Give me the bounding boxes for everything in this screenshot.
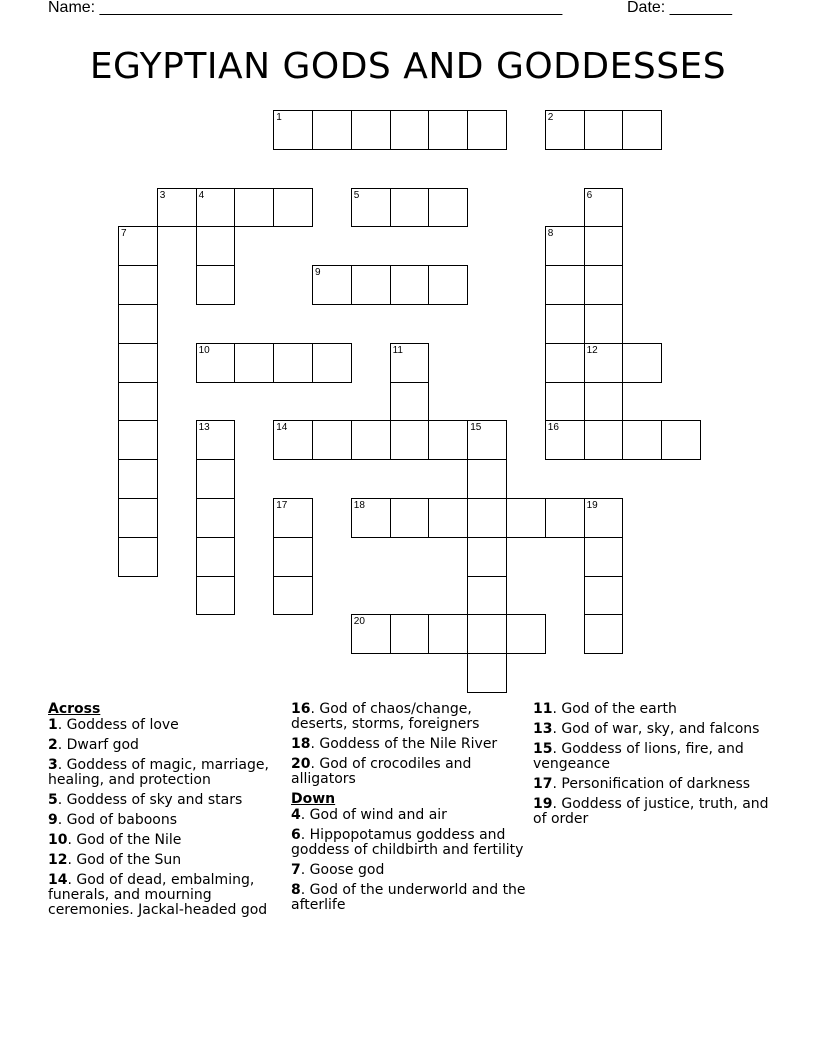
clue-text: Dwarf god [66,737,139,753]
grid-cell[interactable] [196,459,236,499]
clue-number-label: 2 [48,737,58,753]
clue-number: 18 [353,500,365,511]
grid-cell[interactable] [273,576,313,616]
down-clue-17: 17. Personification of darkness [533,776,751,792]
grid-cell[interactable] [196,498,236,538]
grid-cell[interactable] [584,420,624,460]
clue-number: 6 [586,189,593,201]
clue-number-label: 18 [291,736,311,752]
clue-text: God of crocodiles and alligators [291,756,472,787]
grid-cell[interactable] [584,537,624,577]
down-clue-15: 15. Goddess of lions, fire, and vengeance [533,741,744,772]
clue-number: 5 [353,189,360,201]
page-title: EGYPTIAN GODS AND GODDESSES [89,46,727,87]
across-clue-12: 12. God of the Sun [48,852,182,868]
clue-text: God of war, sky, and falcons [561,721,760,737]
grid-cell[interactable] [545,498,585,538]
across-clue-18: 18. Goddess of the Nile River [291,736,498,752]
clue-number-label: 12 [48,852,68,868]
grid-cell[interactable] [390,420,430,460]
clue-text: Personification of darkness [561,776,751,792]
clue-number: 4 [198,189,205,201]
grid-cell[interactable] [545,343,585,383]
grid-cell[interactable] [390,614,430,654]
grid-cell[interactable] [428,420,468,460]
clue-text: Goddess of sky and stars [66,792,243,808]
grid-cell[interactable] [467,614,507,654]
name-field[interactable]: Name: ____________________________________________________ [48,0,563,16]
clue-number: 14 [276,422,288,434]
grid-cell[interactable] [196,537,236,577]
clue-number-label: 17 [533,776,553,792]
clue-text: Goddess of the Nile River [319,736,498,752]
grid-cell[interactable] [390,188,430,228]
clue-text: Goose god [309,862,385,878]
clue-text: God of the underworld and the afterlife [291,882,526,913]
across-heading: Across [48,701,101,717]
grid-cell[interactable] [467,498,507,538]
grid-cell[interactable] [118,420,158,460]
clue-text: God of wind and air [309,807,447,823]
clue-number-label: 14 [48,872,68,888]
clue-number: 10 [198,344,210,356]
grid-cell[interactable] [196,188,236,228]
down-clue-7: 7. Goose god [291,862,385,878]
across-clue-20: 20. God of crocodiles and alligators [291,756,472,787]
across-clue-5: 5. Goddess of sky and stars [48,792,243,808]
clue-number-label: 13 [533,721,553,737]
grid-cell[interactable] [196,576,236,616]
clue-number: 12 [586,344,598,356]
grid-cell[interactable] [467,653,507,693]
grid-cell[interactable] [622,343,662,383]
grid-cell[interactable] [467,420,507,460]
clue-number-label: 8 [291,882,301,898]
grid-cell[interactable] [118,498,158,538]
clue-text: Goddess of lions, fire, and vengeance [533,741,744,772]
grid-cell[interactable] [584,304,624,344]
grid-cell[interactable] [584,226,624,266]
down-heading: Down [291,791,336,807]
grid-cell[interactable] [196,265,236,305]
clue-text: Goddess of justice, truth, and of order [533,796,769,827]
grid-cell[interactable] [118,226,158,266]
grid-cell[interactable] [584,188,624,228]
grid-cell[interactable] [506,498,546,538]
grid-cell[interactable] [196,420,236,460]
grid-cell[interactable] [234,343,274,383]
grid-cell[interactable] [351,498,391,538]
down-clue-8: 8. God of the underworld and the afterlife [291,882,526,913]
clue-number: 9 [315,267,321,279]
clue-number-label: 7 [291,862,301,878]
grid-cell[interactable] [545,304,585,344]
grid-cell[interactable] [428,614,468,654]
grid-cell[interactable] [467,576,507,616]
grid-cell[interactable] [351,420,391,460]
grid-cell[interactable] [118,382,158,422]
clue-text: God of the Nile [76,832,182,848]
clue-text: God of the Sun [76,852,182,868]
across-clue-3: 3. Goddess of magic, marriage, healing, and protection [48,757,269,788]
clues-column-1 [48,702,284,923]
grid-cell[interactable] [118,265,158,305]
grid-cell[interactable] [390,343,430,383]
down-clue-11: 11. God of the earth [533,701,677,717]
grid-cell[interactable] [312,110,352,150]
across-clue-16: 16. God of chaos/change, deserts, storms, foreigners [291,701,480,732]
grid-cell[interactable] [273,537,313,577]
clue-number: 20 [353,616,365,628]
grid-cell[interactable] [157,188,197,228]
grid-cell[interactable] [118,343,158,383]
clue-number-label: 20 [291,756,311,772]
grid-cell[interactable] [428,265,468,305]
grid-cell[interactable] [234,188,274,228]
clue-number: 7 [121,228,127,240]
grid-cell[interactable] [467,110,507,150]
grid-cell[interactable] [312,420,352,460]
clue-number-label: 15 [533,741,553,757]
grid-cell[interactable] [428,188,468,228]
clue-number: 13 [198,422,210,434]
across-clue-10: 10. God of the Nile [48,832,182,848]
grid-cell[interactable] [118,537,158,577]
clue-text: Goddess of love [66,717,179,733]
clue-number-label: 9 [48,812,58,828]
grid-cell[interactable] [584,614,624,654]
grid-cell[interactable] [390,498,430,538]
grid-cell[interactable] [312,265,352,305]
clue-number: 16 [547,422,559,434]
grid-cell[interactable] [390,265,430,305]
clue-number: 1 [276,112,282,123]
clue-number: 2 [547,112,554,123]
grid-cell[interactable] [584,343,624,383]
grid-cell[interactable] [467,537,507,577]
clue-number-label: 3 [48,757,58,773]
across-clue-9: 9. God of baboons [48,812,178,828]
grid-cell[interactable] [351,614,391,654]
clue-number: 8 [547,228,554,240]
down-clue-13: 13. God of war, sky, and falcons [533,721,760,737]
grid-cell[interactable] [584,382,624,422]
across-clue-14: 14. God of dead, embalming, funerals, and mourning ceremonies. Jackal-headed god [48,872,268,918]
clue-text: God of dead, embalming, funerals, and mourning ceremonies. Jackal-headed god [48,872,268,918]
clue-number: 17 [276,500,288,511]
clue-text: Hippopotamus goddess and goddess of childbirth and fertility [291,827,524,858]
clue-text: God of the earth [561,701,677,717]
grid-cell[interactable] [196,226,236,266]
clue-text: God of chaos/change, deserts, storms, foreigners [291,701,480,732]
clue-number-label: 4 [291,807,301,823]
clue-number-label: 5 [48,792,58,808]
grid-cell[interactable] [118,304,158,344]
clue-number: 19 [586,500,598,511]
grid-cell[interactable] [584,498,624,538]
grid-cell[interactable] [351,188,391,228]
grid-cell[interactable] [273,343,313,383]
down-clue-4: 4. God of wind and air [291,807,447,823]
clue-text: God of baboons [66,812,178,828]
clue-number: 15 [470,422,482,434]
grid-cell[interactable] [312,343,352,383]
grid-cell[interactable] [545,265,585,305]
grid-cell[interactable] [428,498,468,538]
grid-cell[interactable] [390,382,430,422]
clue-number-label: 19 [533,796,553,812]
grid-cell[interactable] [196,343,236,383]
grid-cell[interactable] [428,110,468,150]
clues-column-3 [533,702,769,832]
grid-cell[interactable] [545,382,585,422]
grid-cell[interactable] [351,110,391,150]
clue-text: Goddess of magic, marriage, healing, and protection [48,757,269,788]
grid-cell[interactable] [273,498,313,538]
clue-number-label: 1 [48,717,58,733]
clue-number-label: 11 [533,701,553,717]
grid-cell[interactable] [584,265,624,305]
date-field[interactable]: Date: _______ [627,0,732,16]
grid-cell[interactable] [273,420,313,460]
grid-cell[interactable] [273,188,313,228]
grid-cell[interactable] [584,576,624,616]
clue-number: 11 [392,344,403,356]
clue-number: 3 [159,189,166,201]
grid-cell[interactable] [118,459,158,499]
grid-cell[interactable] [545,110,585,150]
grid-cell[interactable] [390,110,430,150]
clues-column-2 [291,702,527,918]
grid-cell[interactable] [622,420,662,460]
down-clue-6: 6. Hippopotamus goddess and goddess of childbirth and fertility [291,827,524,858]
grid-cell[interactable] [506,614,546,654]
clue-number-label: 6 [291,827,301,843]
clue-number-label: 16 [291,701,311,717]
grid-cell[interactable] [622,110,662,150]
down-clue-19: 19. Goddess of justice, truth, and of order [533,796,769,827]
grid-cell[interactable] [273,110,313,150]
grid-cell[interactable] [545,226,585,266]
grid-cell[interactable] [661,420,701,460]
clue-number-label: 10 [48,832,68,848]
across-clue-2: 2. Dwarf god [48,737,139,753]
across-clue-1: 1. Goddess of love [48,717,179,733]
grid-cell[interactable] [584,110,624,150]
grid-cell[interactable] [467,459,507,499]
grid-cell[interactable] [351,265,391,305]
grid-cell[interactable] [545,420,585,460]
